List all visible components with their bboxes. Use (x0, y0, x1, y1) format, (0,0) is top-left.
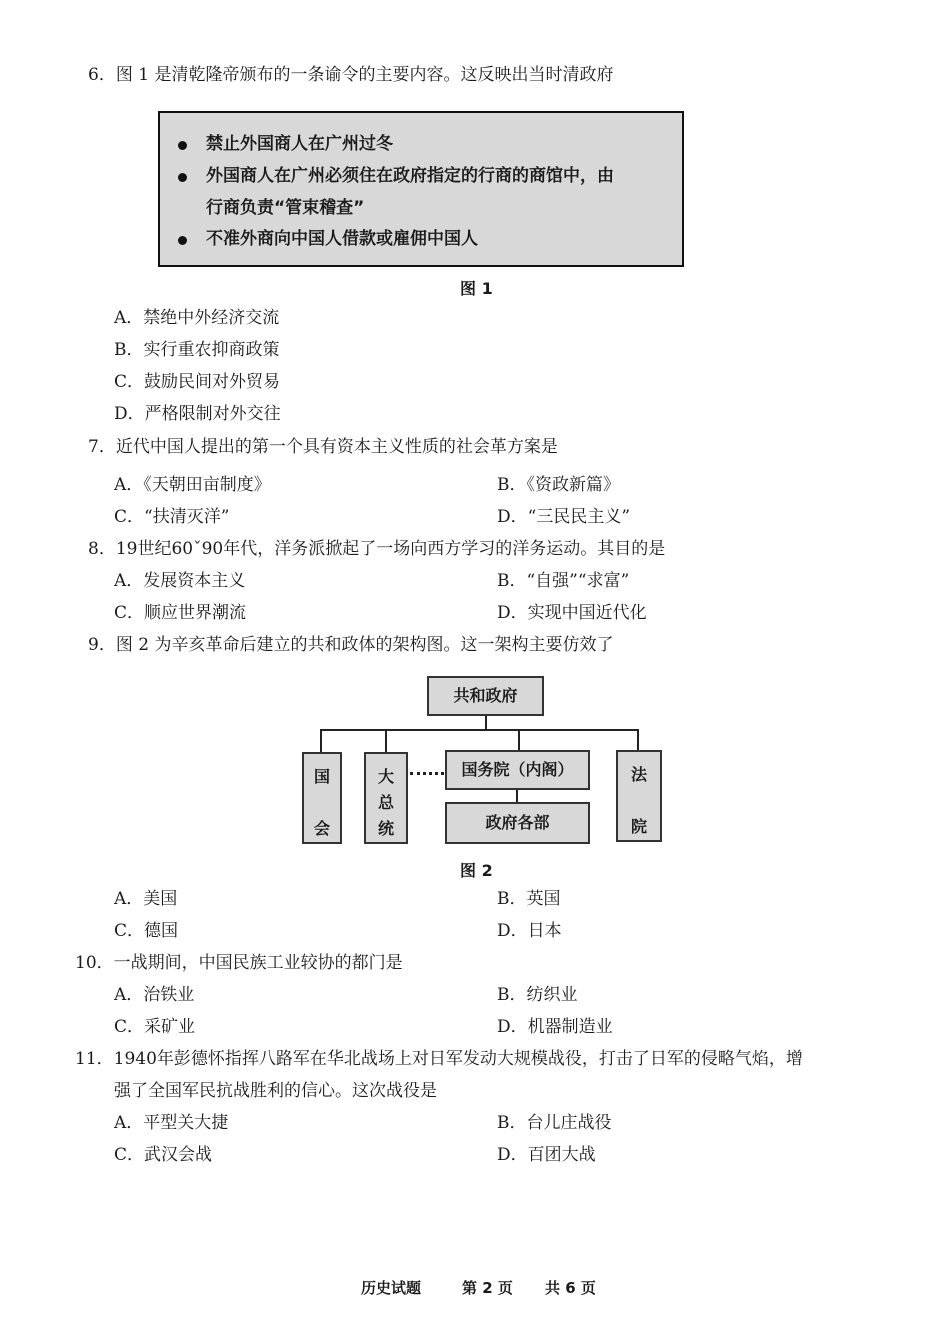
q9-option-a: A．美国 (114, 889, 178, 909)
q6-stem: 6．图 1 是清乾隆帝颁布的一条谕令的主要内容。这反映出当时清政府 (88, 65, 614, 85)
q9-option-b: B．英国 (497, 889, 561, 909)
connector-line (320, 729, 322, 753)
bullet-icon (178, 236, 187, 245)
figure-1-caption: 图 1 (460, 279, 493, 298)
q8-option-a: A．发展资本主义 (114, 571, 246, 591)
q11-option-a: A．平型关大捷 (114, 1113, 229, 1133)
figure-1-item: 不准外商向中国人借款或雇佣中国人 (206, 229, 478, 249)
footer-total-pages: 共 6 页 (545, 1279, 596, 1297)
diagram-node-parliament (302, 752, 342, 844)
q11-option-b: B．台儿庄战役 (497, 1113, 612, 1133)
diagram-node-departments: 政府各部 (445, 802, 590, 844)
diagram-node-president (364, 752, 408, 844)
figure-1-item: 外国商人在广州必须住在政府指定的行商的商馆中，由 (206, 166, 614, 186)
q7-stem: 7．近代中国人提出的第一个具有资本主义性质的社会革方案是 (88, 437, 558, 457)
q10-option-d: D．机器制造业 (497, 1017, 613, 1037)
node-char: 统 (377, 819, 394, 838)
figure-2-caption: 图 2 (460, 861, 493, 880)
q8-stem: 8．19世纪60ˇ90年代，洋务派掀起了一场向西方学习的洋务运动。其目的是 (88, 539, 666, 559)
node-char: 会 (313, 819, 330, 838)
q6-option-a: A．禁绝中外经济交流 (114, 308, 280, 328)
q7-option-c: C．“扶清灭洋” (114, 507, 230, 527)
connector-line (320, 729, 639, 731)
q9-stem: 9．图 2 为辛亥革命后建立的共和政体的架构图。这一架构主要仿效了 (88, 635, 614, 655)
figure-1-item: 禁止外国商人在广州过冬 (206, 134, 393, 154)
diagram-node-government: 共和政府 (427, 676, 544, 716)
q10-option-a: A．治铁业 (114, 985, 195, 1005)
node-char: 国 (313, 767, 330, 786)
connector-line (516, 790, 518, 802)
figure-1-item-continued: 行商负责“管束稽查” (206, 198, 365, 218)
node-char: 院 (630, 817, 647, 836)
q9-option-d: D．日本 (497, 921, 562, 941)
q9-option-c: C．德国 (114, 921, 179, 941)
q11-stem-line2: 强了全国军民抗战胜利的信心。这次战役是 (114, 1081, 437, 1101)
q10-stem: 10．一战期间，中国民族工业较协的都门是 (75, 953, 403, 973)
q6-option-b: B．实行重农抑商政策 (114, 340, 280, 360)
footer-page-number: 第 2 页 (462, 1279, 513, 1297)
connector-line (385, 729, 387, 753)
q6-option-c: C．鼓励民间对外贸易 (114, 372, 281, 392)
figure-1-box (158, 111, 684, 267)
q10-option-c: C．采矿业 (114, 1017, 196, 1037)
diagram-node-court (616, 750, 662, 842)
q11-option-c: C．武汉会战 (114, 1145, 213, 1165)
connector-line (518, 729, 520, 751)
connector-line (485, 716, 487, 730)
q8-option-c: C．顺应世界潮流 (114, 603, 247, 623)
q11-option-d: D．百团大战 (497, 1145, 596, 1165)
q6-option-d: D．严格限制对外交往 (114, 404, 281, 424)
q10-option-b: B．纺织业 (497, 985, 578, 1005)
q8-option-d: D．实现中国近代化 (497, 603, 647, 623)
q11-stem-line1: 11．1940年彭德怀指挥八路军在华北战场上对日军发动大规模战役，打击了日军的侵略气焰，增 (75, 1049, 803, 1069)
q7-option-d: D．“三民民主义” (497, 507, 631, 527)
footer-subject: 历史试题 (361, 1279, 422, 1297)
dotted-connector (410, 772, 444, 775)
node-char: 法 (630, 765, 647, 784)
node-char: 大 (377, 767, 394, 786)
node-char: 总 (377, 793, 394, 812)
diagram-node-cabinet: 国务院（内阁） (445, 750, 590, 790)
connector-line (637, 729, 639, 751)
q7-option-b: B．《资政新篇》 (497, 475, 620, 495)
q8-option-b: B．“自强”“求富” (497, 571, 630, 591)
bullet-icon (178, 173, 187, 182)
bullet-icon (178, 141, 187, 150)
q7-option-a: A．《天朝田亩制度》 (114, 475, 271, 495)
